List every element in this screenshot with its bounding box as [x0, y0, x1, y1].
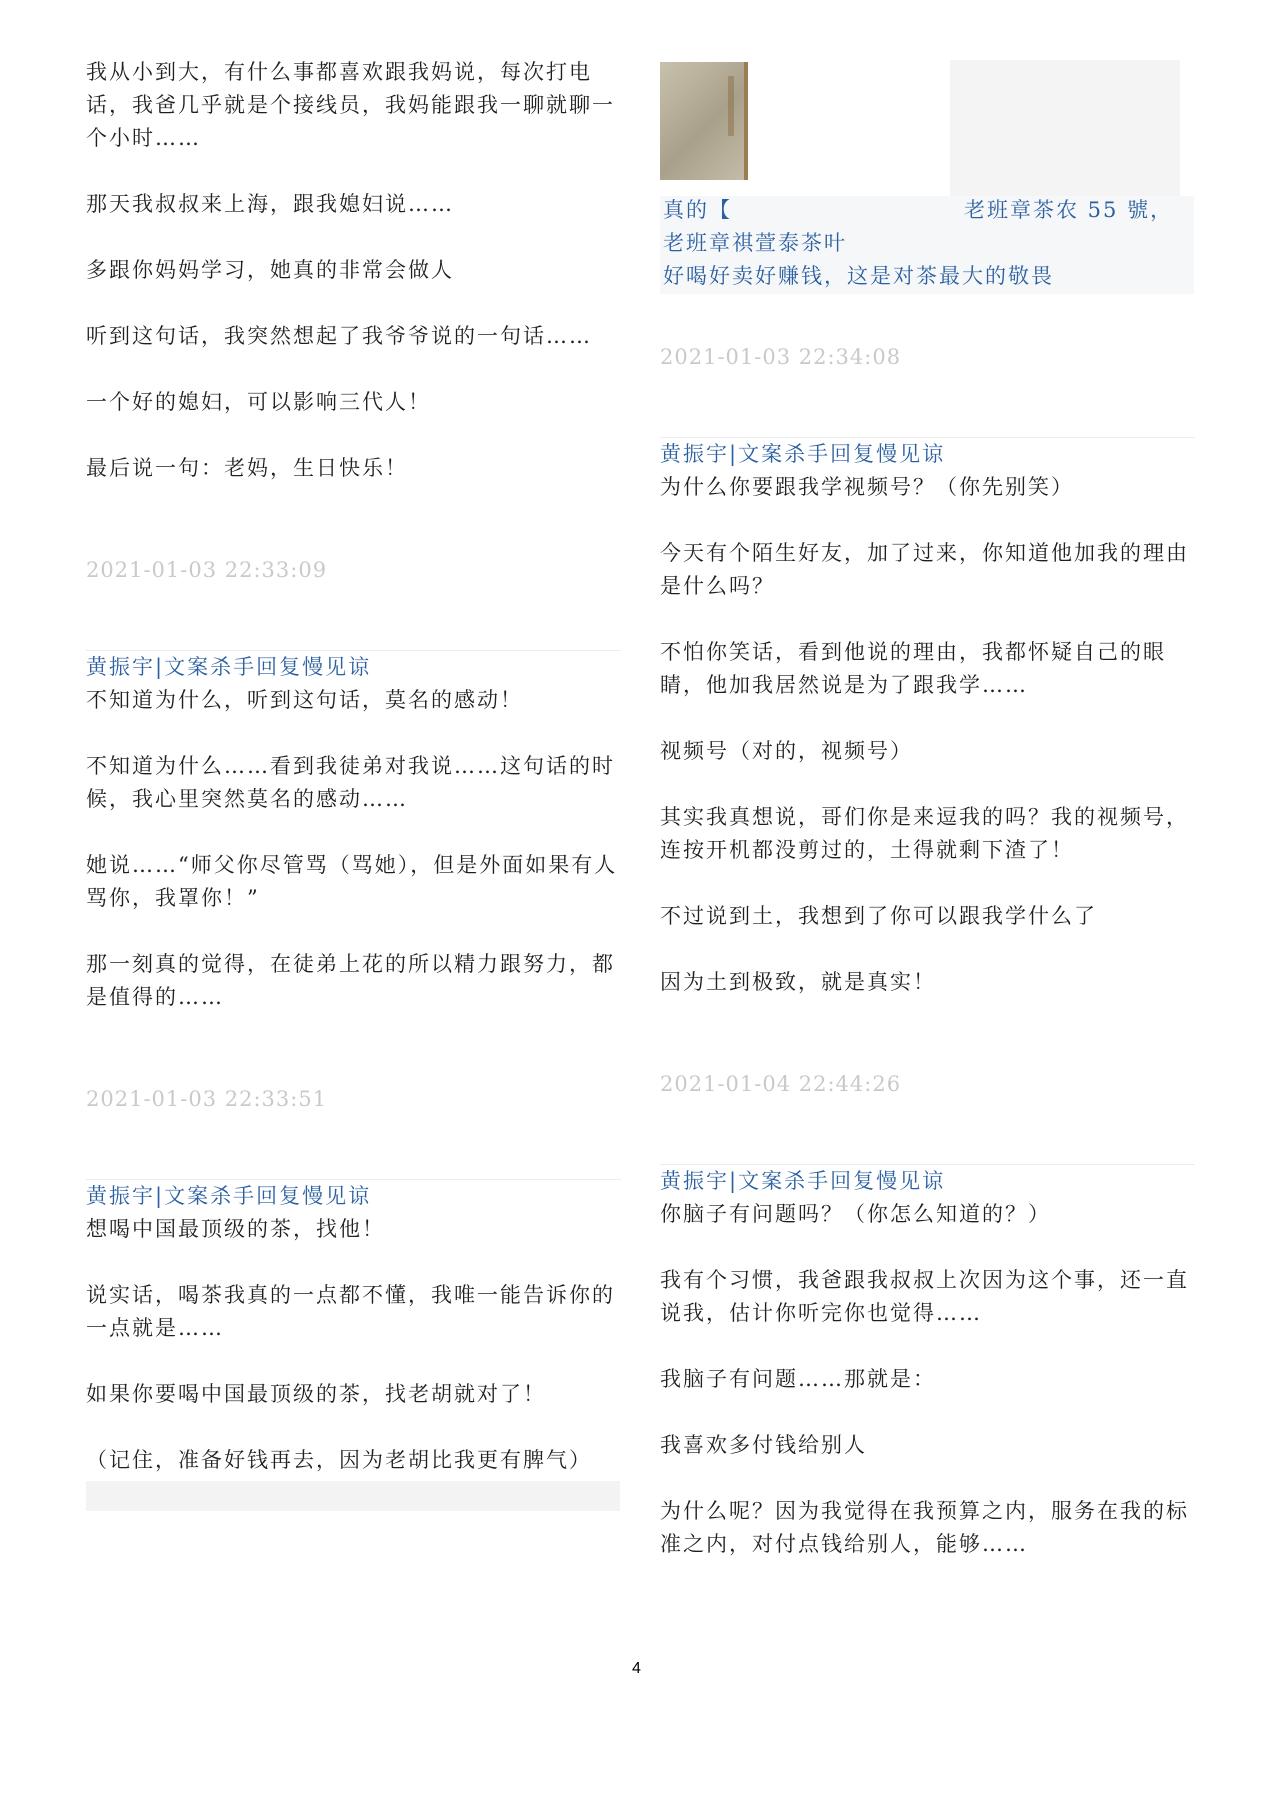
- tea-link-card[interactable]: [660, 56, 1195, 296]
- post-1-para-1: 我从小到大，有什么事都喜欢跟我妈说，每次打电话，我爸几乎就是个接线员，我妈能跟我一聊就聊一个小时……: [86, 60, 615, 150]
- left-column: [86, 56, 621, 1511]
- post-2-timestamp: 2021-01-03 22:33:51: [86, 1087, 328, 1111]
- post-5-para-4: 我喜欢多付钱给别人: [660, 1433, 867, 1457]
- post-3-para-3: 如果你要喝中国最顶级的茶，找老胡就对了！: [86, 1382, 546, 1406]
- card-timestamp: 2021-01-03 22:34:08: [660, 345, 902, 369]
- post-3-para-2: 说实话，喝茶我真的一点都不懂，我唯一能告诉你的一点就是……: [86, 1283, 615, 1340]
- post-3: [86, 1179, 621, 1511]
- post-4-timestamp: 2021-01-04 22:44:26: [660, 1072, 902, 1096]
- post-1-para-2: 那天我叔叔来上海，跟我媳妇说……: [86, 192, 454, 216]
- post-2-author-link[interactable]: 黄振宇|文案杀手回复慢见谅: [86, 650, 621, 684]
- post-1: [86, 56, 621, 582]
- post-1-para-3: 多跟你妈妈学习，她真的非常会做人: [86, 258, 454, 282]
- card-line-1: [663, 194, 1193, 227]
- post-5-para-2: 我有个习惯，我爸跟我叔叔上次因为这个事，还一直说我，估计你听完你也觉得……: [660, 1268, 1189, 1325]
- post-2-para-2: 不知道为什么……看到我徒弟对我说……这句话的时候，我心里突然莫名的感动……: [86, 754, 615, 811]
- card-line-3: 好喝好卖好赚钱，这是对茶最大的敬畏: [663, 264, 1054, 288]
- card-line-2: 老班章祺萱泰茶叶: [663, 231, 847, 255]
- post-4: [660, 437, 1195, 1096]
- post-2: [86, 650, 621, 1111]
- post-3-para-4: （记住，准备好钱再去，因为老胡比我更有脾气）: [86, 1448, 592, 1472]
- post-5-para-1: 你脑子有问题吗？（你怎么知道的？）: [660, 1202, 1051, 1226]
- post-4-para-4: 视频号（对的，视频号）: [660, 739, 913, 763]
- post-5-para-5: 为什么呢？因为我觉得在我预算之内，服务在我的标准之内，对付点钱给别人，能够……: [660, 1499, 1189, 1556]
- post-5-para-3: 我脑子有问题……那就是：: [660, 1367, 936, 1391]
- post-4-para-1: 为什么你要跟我学视频号？（你先别笑）: [660, 475, 1074, 499]
- post-3-attachment-placeholder: [86, 1481, 620, 1511]
- post-5: [660, 1164, 1195, 1561]
- post-2-para-4: 那一刻真的觉得，在徒弟上花的所以精力跟努力，都是值得的……: [86, 952, 615, 1009]
- right-column: [660, 56, 1195, 1561]
- card-image-placeholder: [950, 60, 1180, 200]
- post-4-author-link[interactable]: 黄振宇|文案杀手回复慢见谅: [660, 437, 1195, 471]
- post-1-para-6: 最后说一句：老妈，生日快乐！: [86, 456, 408, 480]
- card-line-1-end: 老班章茶农 55 號，: [964, 198, 1174, 222]
- post-3-author-link[interactable]: 黄振宇|文案杀手回复慢见谅: [86, 1179, 621, 1213]
- card-line-1-start: 真的【: [663, 198, 732, 222]
- card-text: [663, 194, 1193, 293]
- post-4-para-5: 其实我真想说，哥们你是来逗我的吗？我的视频号，连按开机都没剪过的，土得就剩下渣了！: [660, 805, 1189, 862]
- post-4-para-6: 不过说到土，我想到了你可以跟我学什么了: [660, 904, 1097, 928]
- post-2-para-3: 她说……“师父你尽管骂（骂她），但是外面如果有人骂你，我罩你！”: [86, 853, 618, 910]
- post-2-para-1: 不知道为什么，听到这句话，莫名的感动！: [86, 688, 523, 712]
- post-1-para-5: 一个好的媳妇，可以影响三代人！: [86, 390, 431, 414]
- post-4-para-3: 不怕你笑话，看到他说的理由，我都怀疑自己的眼睛，他加我居然说是为了跟我学……: [660, 640, 1166, 697]
- post-5-author-link[interactable]: 黄振宇|文案杀手回复慢见谅: [660, 1164, 1195, 1198]
- post-4-para-7: 因为土到极致，就是真实！: [660, 970, 936, 994]
- post-4-para-2: 今天有个陌生好友，加了过来，你知道他加我的理由是什么吗？: [660, 541, 1189, 598]
- post-3-para-1: 想喝中国最顶级的茶，找他！: [86, 1217, 385, 1241]
- card-thumbnail-image: [660, 62, 748, 180]
- post-1-para-4: 听到这句话，我突然想起了我爷爷说的一句话……: [86, 324, 592, 348]
- page-number: 4: [632, 1660, 641, 1677]
- post-1-timestamp: 2021-01-03 22:33:09: [86, 558, 328, 582]
